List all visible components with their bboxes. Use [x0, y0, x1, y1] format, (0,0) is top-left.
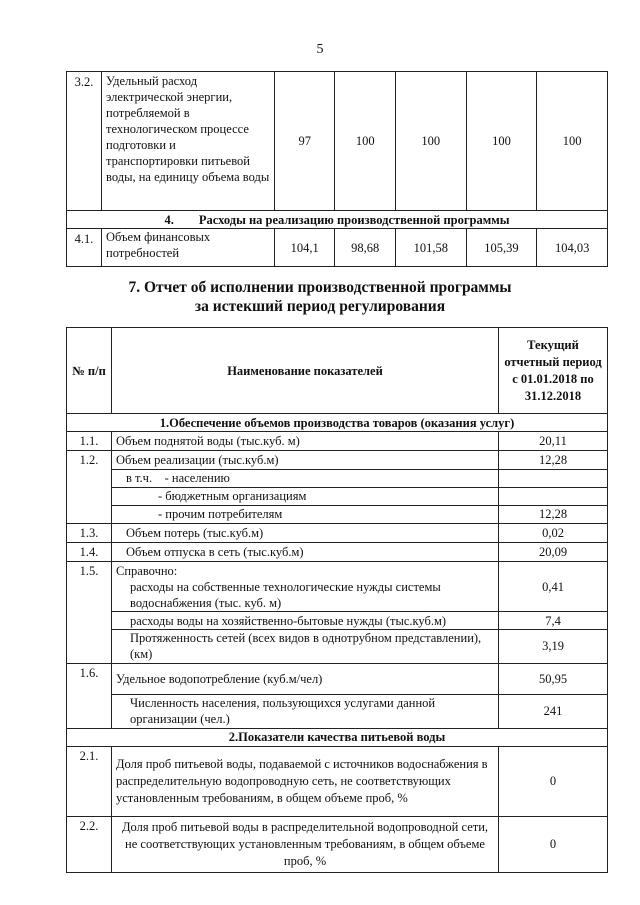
- value-cell: 105,39: [466, 229, 537, 267]
- row-number: [67, 469, 112, 487]
- value-cell: 50,95: [499, 663, 608, 695]
- value-cell: 0,02: [499, 524, 608, 543]
- section-title: 2.Показатели качества питьевой воды: [67, 728, 608, 746]
- indicator-name: Объем поднятой воды (тыс.куб. м): [112, 432, 499, 451]
- section-heading: 7. Отчет об исполнении производственной программы: [128, 279, 512, 296]
- page-number: 5: [316, 42, 324, 57]
- table-row: [67, 663, 608, 695]
- section-row: [67, 211, 608, 229]
- table-row: [67, 562, 608, 612]
- indicator-name: Удельное водопотребление (куб.м/чел): [112, 663, 499, 695]
- indicator-name: Доля проб питьевой воды, подаваемой с источников водоснабжения в распределительную водопроводную сеть, не соответствующих установленным требованиям, в общем объеме проб, %: [112, 746, 499, 816]
- indicator-name: [112, 562, 499, 612]
- table-row: [67, 524, 608, 543]
- indicator-name: Доля проб питьевой воды в распределительной водопроводной сети, не соответствующих установленным требованиям, в общем объеме проб, %: [112, 816, 499, 872]
- header-period: Текущий отчетный период с 01.01.2018 по 31.12.2018: [499, 328, 608, 414]
- program-indicators-table: [66, 71, 608, 267]
- table-row: [67, 487, 608, 505]
- row-number: 1.6.: [67, 663, 112, 695]
- table-row: [67, 72, 608, 211]
- row-number: 2.1.: [67, 746, 112, 816]
- reference-label: Справочно:: [116, 564, 178, 578]
- row-number: 1.4.: [67, 543, 112, 562]
- row-number: 1.5.: [67, 562, 112, 612]
- section-row: [67, 414, 608, 432]
- table-row: [67, 695, 608, 729]
- row-number: 1.1.: [67, 432, 112, 451]
- indicator-name: Протяженность сетей (всех видов в однотрубном представлении), (км): [112, 630, 499, 664]
- row-number: [67, 487, 112, 505]
- table-row: [67, 451, 608, 470]
- section-subheading: за истекший период регулирования: [194, 298, 446, 315]
- value-cell: 98,68: [335, 229, 395, 267]
- indicator-name: в т.ч. - населению: [112, 469, 499, 487]
- value-cell: [499, 487, 608, 505]
- value-cell: [499, 469, 608, 487]
- value-cell: 100: [537, 72, 608, 211]
- table-header: [67, 328, 608, 414]
- header-name: Наименование показателей: [112, 328, 499, 414]
- value-cell: 20,09: [499, 543, 608, 562]
- report-table: [66, 327, 608, 873]
- table-row: [67, 816, 608, 872]
- value-cell: 0,41: [499, 562, 608, 612]
- table-row: [67, 746, 608, 816]
- table-row: [67, 432, 608, 451]
- value-cell: 7,4: [499, 612, 608, 630]
- table-row: [67, 612, 608, 630]
- row-number: 1.3.: [67, 524, 112, 543]
- row-number: 2.2.: [67, 816, 112, 872]
- value-cell: 104,1: [275, 229, 335, 267]
- indicator-name: Объем реализации (тыс.куб.м): [112, 451, 499, 470]
- header-num: № п/п: [67, 328, 112, 414]
- reference-text: расходы на собственные технологические нужды системы водоснабжения (тыс. куб. м): [130, 580, 441, 610]
- value-cell: 12,28: [499, 451, 608, 470]
- value-cell: 3,19: [499, 630, 608, 664]
- indicator-name: - прочим потребителям: [112, 505, 499, 524]
- value-cell: 0: [499, 746, 608, 816]
- section-title: 4. Расходы на реализацию производственной программы: [67, 211, 608, 229]
- row-number: [67, 695, 112, 729]
- value-cell: 241: [499, 695, 608, 729]
- value-cell: 101,58: [395, 229, 466, 267]
- row-number: 3.2.: [67, 72, 102, 211]
- value-cell: 100: [395, 72, 466, 211]
- indicator-name: - бюджетным организациям: [112, 487, 499, 505]
- row-number: [67, 630, 112, 664]
- indicator-name: расходы воды на хозяйственно-бытовые нужды (тыс.куб.м): [112, 612, 499, 630]
- value-cell: 100: [335, 72, 395, 211]
- indicator-name: Численность населения, пользующихся услугами данной организации (чел.): [112, 695, 499, 729]
- row-number: [67, 505, 112, 524]
- table-row: [67, 469, 608, 487]
- value-cell: 12,28: [499, 505, 608, 524]
- value-cell: 104,03: [537, 229, 608, 267]
- table-row: [67, 630, 608, 664]
- indicator-name: Объем отпуска в сеть (тыс.куб.м): [112, 543, 499, 562]
- table-row: [67, 505, 608, 524]
- row-number: 4.1.: [67, 229, 102, 267]
- indicator-name: Удельный расход электрической энергии, потребляемой в технологическом процессе подготовки и транспортировки питьевой воды, на единицу объема воды: [102, 72, 275, 211]
- value-cell: 97: [275, 72, 335, 211]
- section-row: [67, 728, 608, 746]
- row-number: [67, 612, 112, 630]
- value-cell: 100: [466, 72, 537, 211]
- table-row: [67, 543, 608, 562]
- indicator-name: Объем финансовых потребностей: [102, 229, 275, 267]
- row-number: 1.2.: [67, 451, 112, 470]
- table-row: [67, 229, 608, 267]
- value-cell: 0: [499, 816, 608, 872]
- indicator-name: Объем потерь (тыс.куб.м): [112, 524, 499, 543]
- section-title: 1.Обеспечение объемов производства товаров (оказания услуг): [67, 414, 608, 432]
- value-cell: 20,11: [499, 432, 608, 451]
